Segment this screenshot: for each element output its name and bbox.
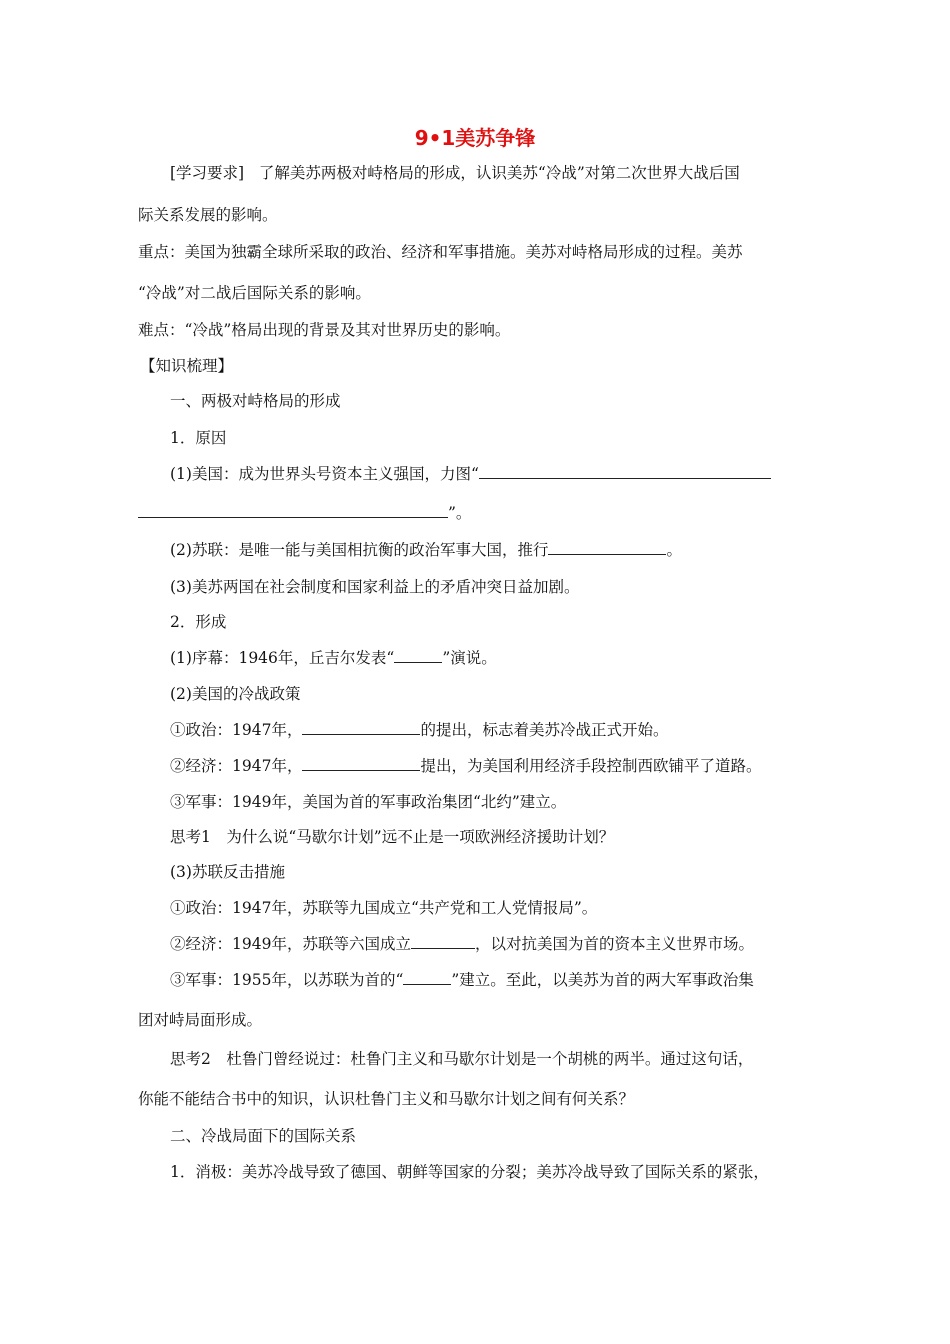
learning-requirements (170, 163, 740, 183)
us-cause-text: (1)美国：成为世界头号资本主义强国，力图“ (170, 465, 479, 483)
ussr-military-end: ”建立。至此，以美苏为首的两大军事政治集 (451, 971, 754, 989)
ussr-military-cont: 团对峙局面形成。 (138, 1011, 263, 1029)
ussr-economy (170, 934, 754, 954)
ussr-economy-end: ，以对抗美国为首的资本主义世界市场。 (474, 935, 754, 953)
ussr-politics: ①政治：1947年，苏联等九国成立“共产党和工人党情报局”。 (170, 899, 598, 917)
ussr-counter-heading: (3)苏联反击措施 (170, 863, 285, 881)
difficult-points: 难点：“冷战”格局出现的背景及其对世界历史的影响。 (138, 321, 511, 339)
think-question-2-cont: 你能不能结合书中的知识，认识杜鲁门主义和马歇尔计划之间有何关系？ (138, 1090, 635, 1108)
fill-blank[interactable] (394, 648, 442, 663)
ussr-economy-text: ②经济：1949年，苏联等六国成立 (170, 935, 411, 953)
key-points-cont: “冷战”对二战后国际关系的影响。 (138, 284, 371, 302)
fill-blank[interactable] (479, 464, 771, 479)
think-question-1: 思考1 为什么说“马歇尔计划”远不止是一项欧洲经济援助计划？ (170, 828, 615, 846)
ussr-military (170, 970, 754, 990)
ussr-military-text: ③军事：1955年，以苏联为首的“ (170, 971, 404, 989)
us-cause-end: ”。 (448, 504, 472, 522)
ussr-cause (170, 540, 682, 560)
us-policy-heading: (2)美国的冷战政策 (170, 685, 301, 703)
causes-heading: 1．原因 (170, 429, 227, 447)
negative-effects: 1．消极：美苏冷战导致了德国、朝鲜等国家的分裂；美苏冷战导致了国际关系的紧张， (170, 1163, 769, 1181)
us-politics-text: ①政治：1947年， (170, 721, 303, 739)
section-heading-1: 一、两极对峙格局的形成 (170, 392, 341, 410)
us-politics-end: 的提出，标志着美苏冷战正式开始。 (420, 721, 669, 739)
requirements-label: [学习要求] (170, 164, 245, 182)
us-cause-cont (138, 503, 471, 523)
us-cause (170, 464, 771, 484)
fill-blank[interactable] (403, 970, 451, 985)
requirements-text: 了解美苏两极对峙格局的形成，认识美苏“冷战”对第二次世界大战后国 (258, 164, 740, 182)
prelude-end: ”演说。 (442, 649, 497, 667)
fill-blank[interactable] (302, 756, 420, 771)
prelude-text: (1)序幕：1946年，丘吉尔发表“ (170, 649, 395, 667)
requirements-text-cont: 际关系发展的影响。 (138, 206, 278, 224)
fill-blank[interactable] (548, 540, 666, 555)
key-points: 重点：美国为独霸全球所采取的政治、经济和军事措施。美苏对峙格局形成的过程。美苏 (138, 243, 743, 261)
ussr-cause-text: (2)苏联：是唯一能与美国相抗衡的政治军事大国，推行 (170, 541, 549, 559)
us-military: ③军事：1949年，美国为首的军事政治集团“北约”建立。 (170, 793, 567, 811)
us-economy-end: 提出，为美国利用经济手段控制西欧铺平了道路。 (420, 757, 762, 775)
conflict-cause: (3)美苏两国在社会制度和国家利益上的矛盾冲突日益加剧。 (170, 578, 580, 596)
us-economy-text: ②经济：1947年， (170, 757, 303, 775)
formation-heading: 2．形成 (170, 613, 227, 631)
think-question-2: 思考2 杜鲁门曾经说过：杜鲁门主义和马歇尔计划是一个胡桃的两半。通过这句话， (170, 1050, 754, 1068)
section-heading-2: 二、冷战局面下的国际关系 (170, 1127, 357, 1145)
page-title: 9•1美苏争锋 (414, 126, 536, 150)
us-economy (170, 756, 761, 776)
fill-blank[interactable] (138, 503, 448, 518)
section-header: 【知识梳理】 (140, 357, 234, 375)
us-politics (170, 720, 668, 740)
fill-blank[interactable] (411, 934, 475, 949)
ussr-cause-end: 。 (666, 541, 682, 559)
fill-blank[interactable] (302, 720, 420, 735)
prelude (170, 648, 497, 668)
